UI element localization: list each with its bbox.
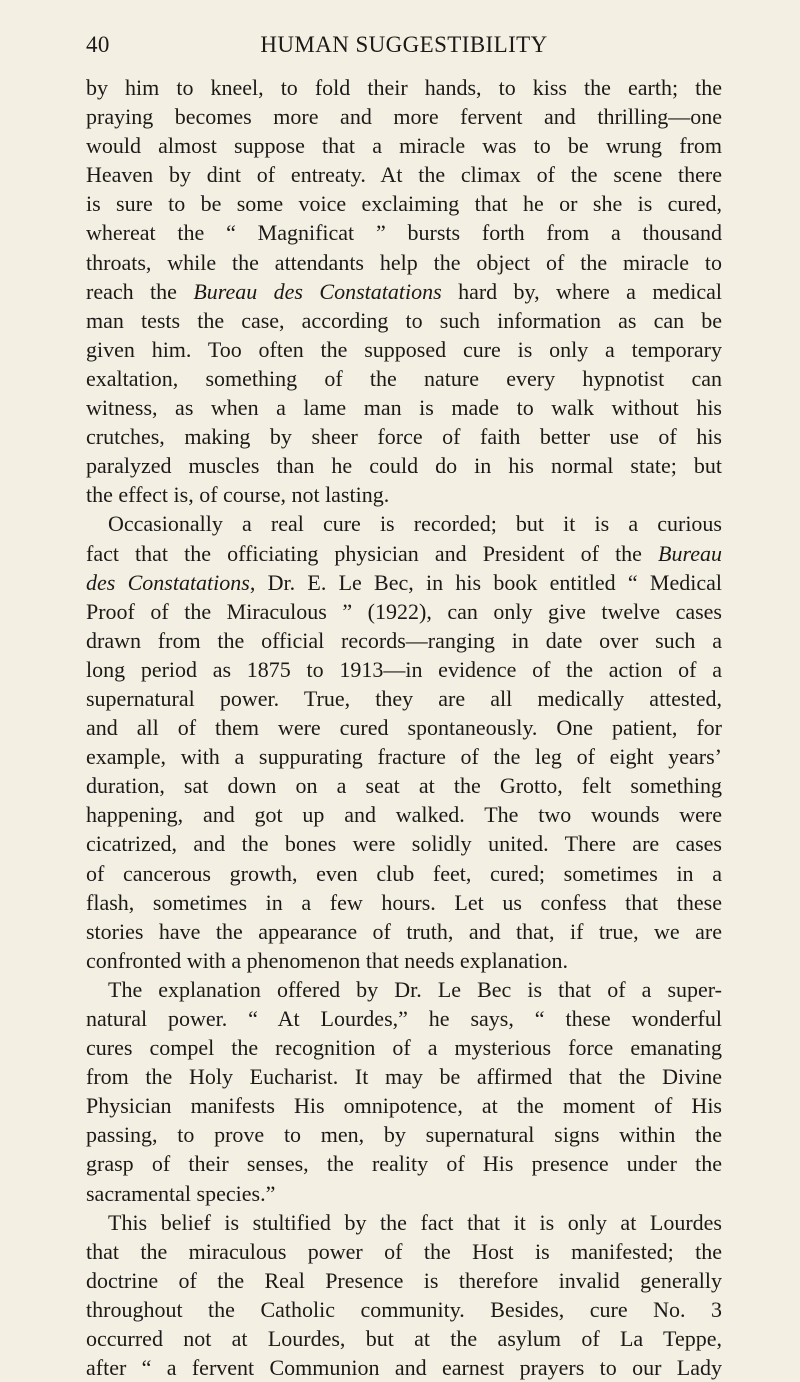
- text-line: [86, 73, 722, 102]
- text-line: [86, 1091, 722, 1120]
- text-run: Physician manifests His omnipotence, at the moment of His: [86, 1093, 722, 1119]
- text-line: [86, 975, 722, 1004]
- book-page: [86, 32, 722, 1382]
- text-run: given him. Too often the supposed cure is only a temporary: [86, 336, 722, 362]
- text-line: [86, 1324, 722, 1353]
- text-run: by him to kneel, to fold their hands, to kiss the earth; the: [86, 75, 722, 100]
- text-line: [86, 451, 722, 480]
- text-run: flash, sometimes in a few hours. Let us confess that these: [86, 889, 722, 915]
- text-line: [86, 480, 722, 509]
- text-line: [86, 422, 722, 451]
- text-line: [86, 684, 722, 713]
- text-line: [86, 946, 722, 975]
- text-run: exaltation, something of the nature every hypnotist can: [86, 365, 722, 391]
- text-run: duration, sat down on a seat at the Grotto, felt something: [86, 773, 722, 799]
- text-run: praying becomes more and more fervent and thrilling—one: [86, 104, 722, 130]
- text-run: Occasionally a real cure is recorded; but it is a curious: [108, 511, 722, 537]
- text-line: [86, 1179, 722, 1208]
- text-line: [86, 277, 722, 306]
- text-line: [86, 859, 722, 888]
- text-line: [86, 626, 722, 655]
- text-run: the effect is, of course, not lasting.: [86, 482, 390, 508]
- text-line: [86, 655, 722, 684]
- text-run: natural power. “ At Lourdes,” he says, “ these wonderful: [86, 1006, 722, 1031]
- text-run: whereat the “ Magnificat ” bursts forth from a thousand: [86, 220, 722, 246]
- text-run: long period as 1875 to 1913—in evidence of the action of a: [86, 656, 722, 682]
- text-run: throughout the Catholic community. Besides, cure No. 3: [86, 1296, 722, 1322]
- text-run: example, with a suppurating fracture of the leg of eight years’: [86, 744, 722, 770]
- text-run: passing, to prove to men, by supernatural signs within the: [86, 1122, 722, 1148]
- text-run: from the Holy Eucharist. It may be affirmed that the Divine: [86, 1064, 722, 1090]
- text-run: witness, as when a lame man is made to walk without his: [86, 395, 722, 421]
- text-run: sacramental species.”: [86, 1180, 276, 1206]
- text-line: [86, 1237, 722, 1266]
- text-line: [86, 829, 722, 858]
- text-line: [86, 1295, 722, 1324]
- text-run: crutches, making by sheer force of faith better use of his: [86, 424, 722, 450]
- text-line: [86, 1120, 722, 1149]
- text-line: [86, 800, 722, 829]
- text-line: [86, 335, 722, 364]
- text-line: [86, 539, 722, 568]
- text-line: [86, 306, 722, 335]
- text-run: after “ a fervent Communion and earnest prayers to our Lady: [86, 1355, 722, 1381]
- text-line: [86, 1149, 722, 1178]
- text-run: hard by, where a medical: [441, 278, 722, 304]
- italic-phrase: Bureau: [658, 540, 722, 566]
- running-head: [86, 32, 722, 66]
- text-run: drawn from the official records—ranging in date over such a: [86, 627, 722, 653]
- text-run: This belief is stultified by the fact that it is only at Lourdes: [108, 1209, 722, 1235]
- text-line: [86, 1266, 722, 1295]
- text-line: [86, 393, 722, 422]
- text-line: [86, 102, 722, 131]
- text-line: [86, 509, 722, 538]
- text-line: [86, 131, 722, 160]
- text-line: [86, 1353, 722, 1382]
- text-run: happening, and got up and walked. The two wounds were: [86, 802, 722, 828]
- text-run: Proof of the Miraculous ” (1922), can only give twelve cases: [86, 598, 722, 624]
- text-line: [86, 1062, 722, 1091]
- text-line: [86, 713, 722, 742]
- text-run: occurred not at Lourdes, but at the asylum of La Teppe,: [86, 1326, 722, 1352]
- text-run: fact that the officiating physician and President of the: [86, 540, 659, 566]
- text-run: of cancerous growth, even club feet, cured; sometimes in a: [86, 860, 722, 886]
- text-run: , Dr. E. Le Bec, in his book entitled “ Medical: [249, 569, 722, 595]
- text-line: [86, 189, 722, 218]
- text-run: that the miraculous power of the Host is manifested; the: [86, 1238, 722, 1264]
- text-line: [86, 568, 722, 597]
- text-run: cicatrized, and the bones were solidly united. There are cases: [86, 831, 722, 857]
- text-line: [86, 1033, 722, 1062]
- text-line: [86, 1004, 722, 1033]
- text-run: doctrine of the Real Presence is therefore invalid generally: [86, 1267, 722, 1293]
- text-line: [86, 364, 722, 393]
- italic-phrase: des Constatations: [86, 569, 250, 595]
- text-line: [86, 917, 722, 946]
- text-run: throats, while the attendants help the object of the miracle to: [86, 249, 722, 275]
- text-line: [86, 1208, 722, 1237]
- text-run: paralyzed muscles than he could do in his normal state; but: [86, 453, 722, 479]
- text-line: [86, 771, 722, 800]
- text-line: [86, 218, 722, 247]
- text-run: cures compel the recognition of a mysterious force emanating: [86, 1035, 722, 1061]
- text-line: [86, 888, 722, 917]
- text-run: The explanation offered by Dr. Le Bec is that of a super-: [108, 976, 722, 1002]
- text-run: Heaven by dint of entreaty. At the climax of the scene there: [86, 162, 722, 188]
- text-run: man tests the case, according to such information as can be: [86, 307, 722, 333]
- text-run: stories have the appearance of truth, and that, if true, we are: [86, 918, 722, 944]
- text-run: reach the: [86, 278, 194, 304]
- text-run: confronted with a phenomenon that needs explanation.: [86, 947, 569, 973]
- running-title: HUMAN SUGGESTIBILITY: [260, 32, 548, 57]
- text-line: [86, 742, 722, 771]
- italic-phrase: Bureau des Constatations: [193, 278, 442, 304]
- page-number: 40: [86, 32, 110, 57]
- text-run: would almost suppose that a miracle was to be wrung from: [86, 133, 722, 159]
- text-line: [86, 248, 722, 277]
- text-run: supernatural power. True, they are all medically attested,: [86, 685, 722, 711]
- text-run: and all of them were cured spontaneously. One patient, for: [86, 715, 722, 741]
- text-line: [86, 597, 722, 626]
- text-line: [86, 160, 722, 189]
- text-run: grasp of their senses, the reality of His presence under the: [86, 1151, 722, 1177]
- body-text: [86, 73, 722, 1382]
- text-run: is sure to be some voice exclaiming that he or she is cured,: [86, 191, 722, 217]
